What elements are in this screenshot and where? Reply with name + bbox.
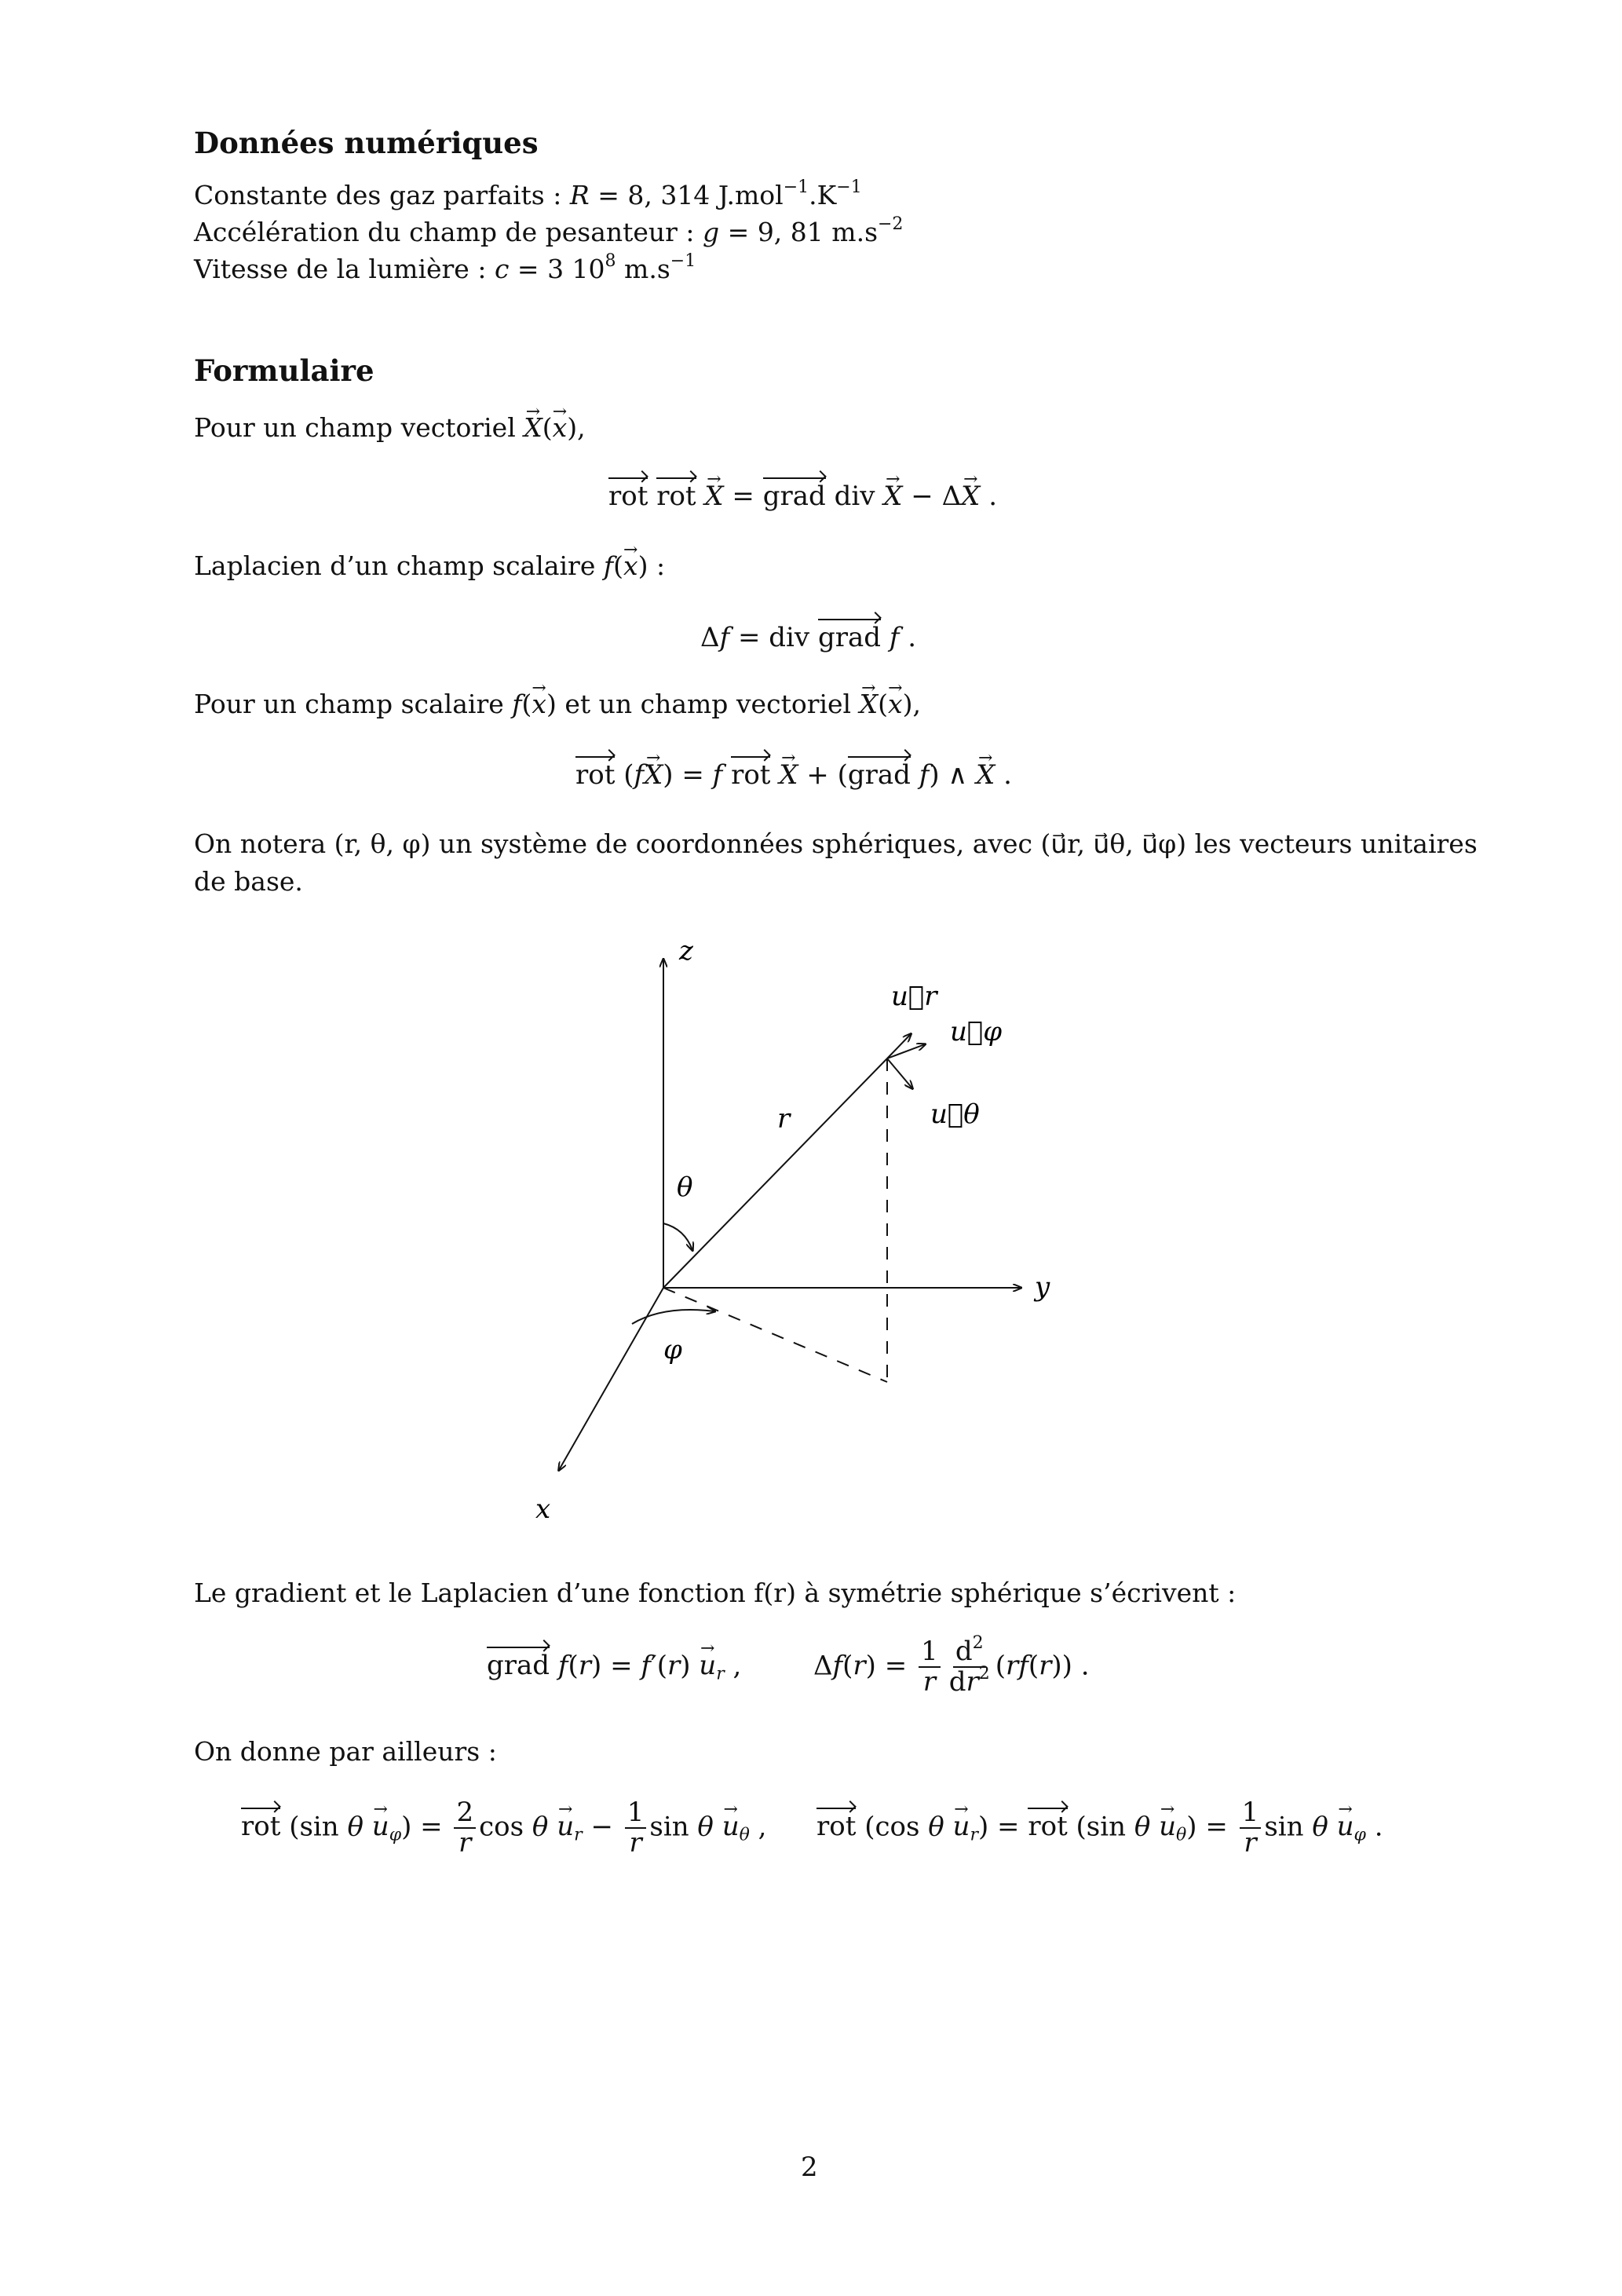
spherical-coordinates-diagram xyxy=(471,927,1115,1539)
formula-grad-laplacian: grad $f(r) = f'(r) \to u_r$ , Δf(r) = $\frac{1}{r}$ $\frac{d^2}{dr^2}$ (rf(r)) . xyxy=(487,1637,1090,1698)
elsewhere-intro: On donne par ailleurs : xyxy=(194,1736,497,1767)
z-label: z xyxy=(679,935,693,967)
u-theta-label: u⃗θ xyxy=(930,1099,980,1130)
x-axis xyxy=(559,1288,663,1470)
vector-field-intro: Pour un champ vectoriel → X(→ x), xyxy=(194,415,586,441)
formula-rot-rot: rot rot → X = grad div → X − Δ→ X . xyxy=(608,481,997,512)
section-title-numeric: Données numériques xyxy=(194,126,539,160)
theta-arc xyxy=(663,1223,692,1250)
formula-laplacian: Δf = div grad f . xyxy=(700,622,917,653)
u-phi-label: u⃗φ xyxy=(950,1016,1003,1047)
phi-label: φ xyxy=(663,1334,682,1366)
laplacian-scalar-intro: Laplacien d’un champ scalaire f(→ x) : xyxy=(194,553,665,579)
theta-label: θ xyxy=(677,1172,693,1203)
section-title-formulas: Formulaire xyxy=(194,353,374,388)
spherical-intro: On notera (r, θ, φ) un système de coordonnées sphériques, avec (u⃗r, u⃗θ, u⃗φ) les vecteurs unitaires xyxy=(194,828,1478,859)
radius-vector xyxy=(663,1058,887,1288)
grad-intro: Le gradient et le Laplacien d’une fonction f(r) à symétrie sphérique s’écrivent : xyxy=(194,1578,1237,1608)
r-label: r xyxy=(777,1103,791,1135)
x-label: x xyxy=(535,1493,551,1525)
spherical-intro-2: de base. xyxy=(194,866,303,897)
scalar-vector-intro: Pour un champ scalaire f(→ x) et un champ vectoriel → X(→ x), xyxy=(194,691,921,717)
u-r-label: u⃗r xyxy=(891,981,937,1012)
u-theta-arrow xyxy=(887,1058,912,1088)
y-label: y xyxy=(1035,1271,1050,1303)
gravity-line: Accélération du champ de pesanteur : g = 9, 81 $m.s^{-2}$ xyxy=(194,214,904,247)
projection-horizontal xyxy=(663,1288,887,1382)
formula-rot-sin: rot (sin $\theta \to u_\varphi$) = $\frac{2}{r}$ $\cos \theta \to u_r$ − $\frac{1}{r}$ $\sin \theta \to u_\theta$ , xyxy=(241,1798,767,1859)
page-number: 2 xyxy=(801,2152,818,2183)
u-phi-arrow xyxy=(887,1044,925,1058)
gas-constant-line: Constante des gaz parfaits : R = 8, 314 $J.mol^{-1}.K^{-1}$ xyxy=(194,177,862,210)
formula-rot-product: rot (f→ X) = f rot → X + (grad f) ∧ → X . xyxy=(575,759,1012,791)
light-speed-line: Vitesse de la lumière : c = 3 $10^8$ $m.s^{-1}$ xyxy=(194,251,696,284)
formula-rot-cos: rot (cos $\theta \to u_r$) = rot (sin $\theta \to u_\theta$) = $\frac{1}{r}$ $\sin \theta \to u_\varphi$ . xyxy=(816,1798,1383,1859)
